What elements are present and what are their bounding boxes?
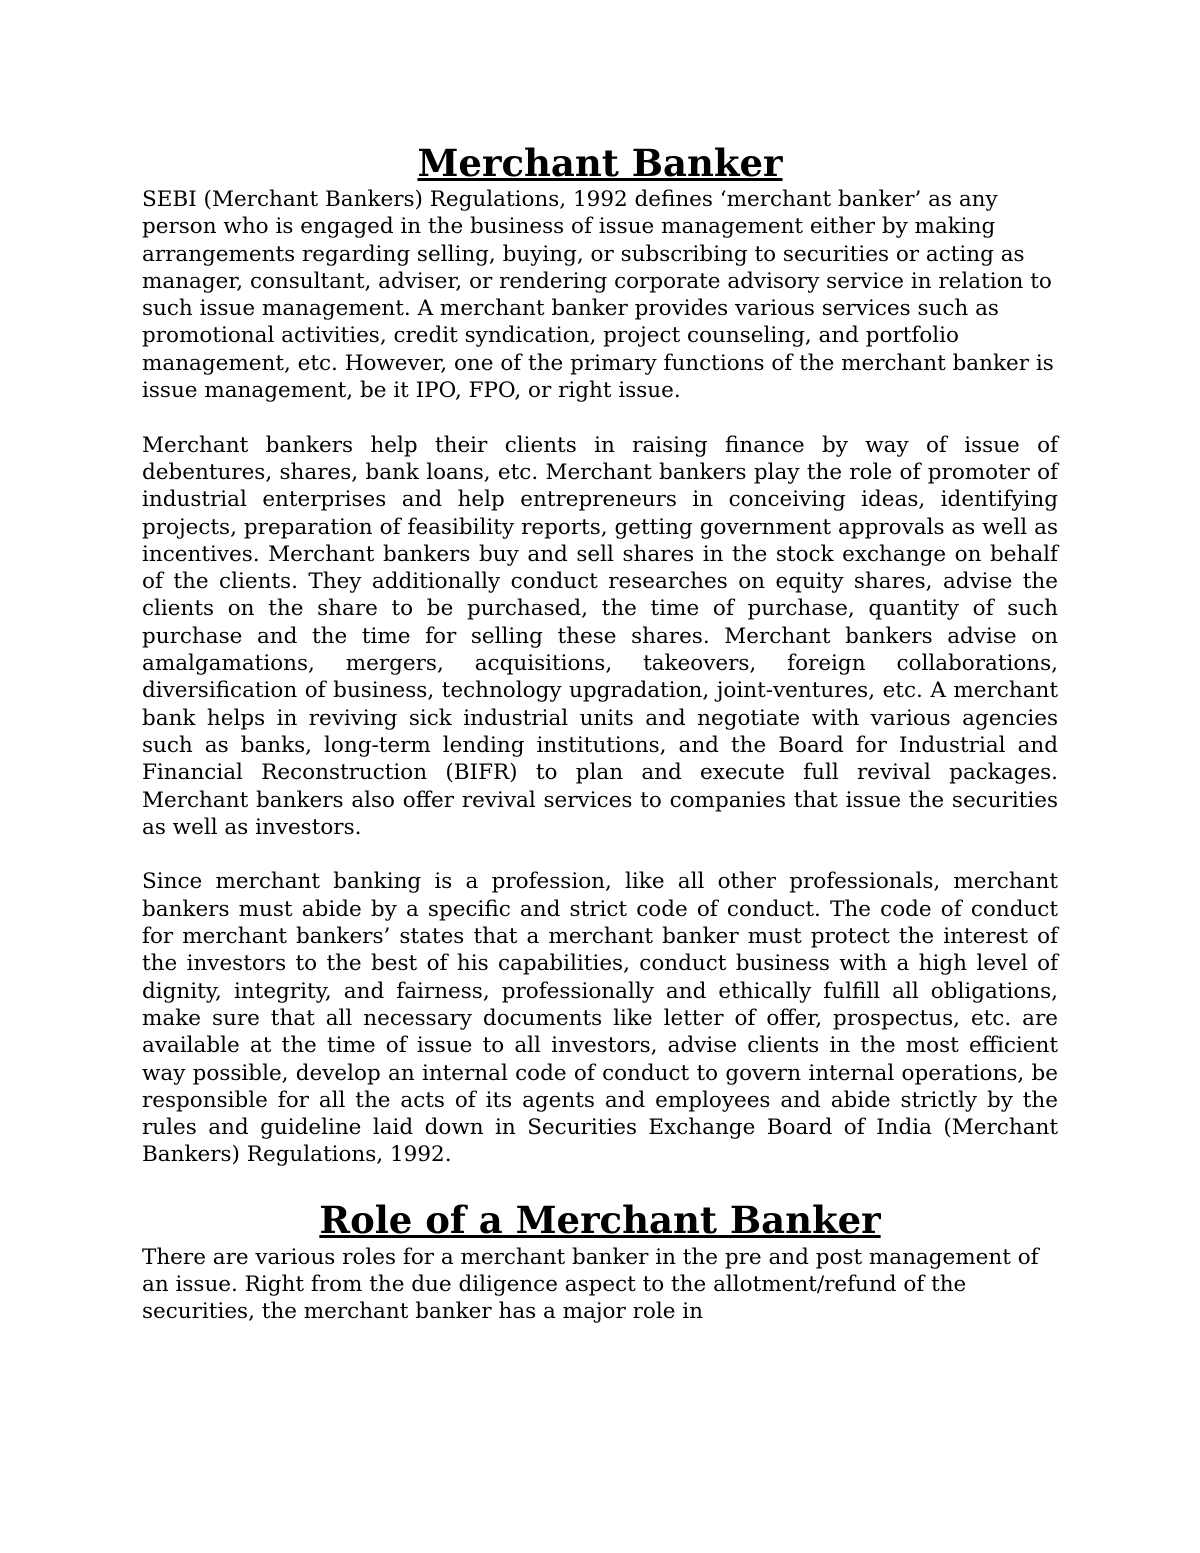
heading-merchant-banker: Merchant Banker: [417, 141, 783, 185]
paragraph-definition: SEBI (Merchant Bankers) Regulations, 1992 defines ‘merchant banker’ as any person who is engaged in the business of issue management either by making arrangements regarding selling, buying, or subscribing to securities or acting as manager, consultant, adviser, or rendering corporate advisory service in relation to such issue management. A merchant banker provides various services such as promotional activities, credit syndication, project counseling, and portfolio management, etc. However, one of the primary functions of the merchant banker is issue management, be it IPO, FPO, or right issue.: [142, 187, 1054, 404]
paragraph-spacer: [142, 841, 1058, 868]
heading-role-of-merchant-banker: Role of a Merchant Banker: [319, 1197, 881, 1242]
paragraph-spacer: [142, 404, 1058, 431]
document-page: [142, 140, 1058, 1326]
paragraph-code-of-conduct: Since merchant banking is a profession, like all other professionals, merchant bankers must abide by a specific and strict code of conduct. The code of conduct for merchant bankers’ states that a merchant banker must protect the interest of the investors to the best of his capabilities, conduct business with a high level of dignity, integrity, and fairness, professionally and ethically fulfill all obligations, make sure that all necessary documents like letter of offer, prospectus, etc. are available at the time of issue to all investors, advise clients in the most efficient way possible, develop an internal code of conduct to govern internal operations, be responsible for all the acts of its agents and employees and abide strictly by the rules and guideline laid down in Securities Exchange Board of India (Merchant Bankers) Regulations, 1992.: [142, 869, 1058, 1168]
paragraph-roles: There are various roles for a merchant banker in the pre and post management of an issue. Right from the due diligence aspect to the allotment/refund of the securities, the merchant banker has a major role in: [142, 1244, 1039, 1325]
paragraph-services: Merchant bankers help their clients in raising finance by way of issue of debentures, shares, bank loans, etc. Merchant bankers play the role of promoter of industrial enterprises and help entrepreneurs in conceiving ideas, identifying projects, preparation of feasibility reports, getting government approvals as well as incentives. Merchant bankers buy and sell shares in the stock exchange on behalf of the clients. They additionally conduct researches on equity shares, advise the clients on the share to be purchased, the time of purchase, quantity of such purchase and the time for selling these shares. Merchant bankers advise on amalgamations, mergers, acquisitions, takeovers, foreign collaborations, diversification of business, technology upgradation, joint-ventures, etc. A merchant bank helps in reviving sick industrial units and negotiate with various agencies such as banks, long-term lending institutions, and the Board for Industrial and Financial Reconstruction (BIFR) to plan and execute full revival packages. Merchant bankers also offer revival services to companies that issue the securities as well as investors.: [142, 432, 1058, 840]
